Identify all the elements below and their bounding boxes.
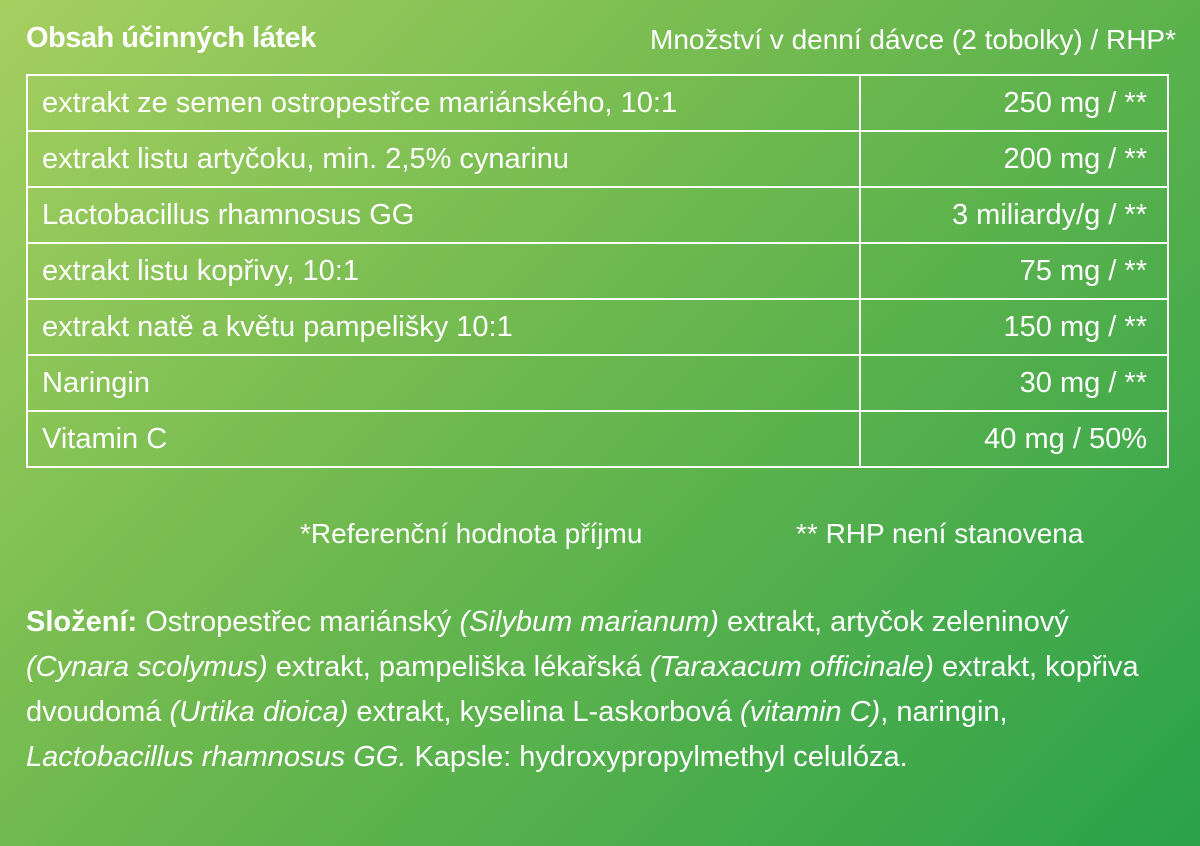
ingredient-amount: 200 mg / ** bbox=[860, 131, 1168, 187]
composition-text: extrakt, kyselina L-askorbová bbox=[348, 696, 741, 728]
composition-text: , naringin, bbox=[880, 696, 1008, 728]
table-row bbox=[27, 299, 1168, 355]
amount-column-header: Množství v denní dávce (2 tobolky) / RHP* bbox=[650, 24, 1176, 55]
table-title: Obsah účinných látek bbox=[26, 22, 316, 54]
latin-name: (Silybum marianum) bbox=[459, 606, 719, 638]
ingredient-amount: 250 mg / ** bbox=[860, 75, 1168, 131]
composition-text: extrakt, pampeliška lékařská bbox=[267, 651, 650, 683]
composition-paragraph bbox=[26, 600, 1176, 780]
table-row bbox=[27, 411, 1168, 467]
ingredient-amount: 3 miliardy/g / ** bbox=[860, 187, 1168, 243]
composition-text: extrakt, kopřiva dvoudomá bbox=[26, 651, 1139, 728]
composition-label: Složení: bbox=[26, 606, 138, 638]
footnotes bbox=[0, 518, 1200, 558]
ingredient-amount: 150 mg / ** bbox=[860, 299, 1168, 355]
table-body bbox=[27, 75, 1168, 467]
ingredient-amount: 75 mg / ** bbox=[860, 243, 1168, 299]
table-row bbox=[27, 355, 1168, 411]
ingredient-name: extrakt ze semen ostropestřce mariánského, 10:1 bbox=[27, 75, 860, 131]
table-header bbox=[26, 18, 1176, 64]
ingredient-name: extrakt listu artyčoku, min. 2,5% cynarinu bbox=[27, 131, 860, 187]
composition-text: Kapsle: hydroxypropylmethyl celulóza. bbox=[406, 741, 908, 773]
composition-text: extrakt, artyčok zeleninový bbox=[718, 606, 1069, 638]
latin-name: (Taraxacum officinale) bbox=[649, 651, 934, 683]
composition-text: Ostropestřec mariánský bbox=[145, 606, 460, 638]
latin-name: (vitamin C) bbox=[740, 696, 881, 728]
active-ingredients-table bbox=[26, 74, 1169, 468]
ingredient-name: Naringin bbox=[27, 355, 860, 411]
latin-name: (Cynara scolymus) bbox=[26, 651, 268, 683]
footnote-rhp: *Referenční hodnota příjmu bbox=[300, 518, 643, 549]
ingredient-name: Lactobacillus rhamnosus GG bbox=[27, 187, 860, 243]
ingredient-name: extrakt natě a květu pampelišky 10:1 bbox=[27, 299, 860, 355]
ingredient-name: Vitamin C bbox=[27, 411, 860, 467]
table-row bbox=[27, 243, 1168, 299]
latin-name: (Urtika dioica) bbox=[169, 696, 349, 728]
ingredient-amount: 40 mg / 50% bbox=[860, 411, 1168, 467]
ingredient-name: extrakt listu kopřivy, 10:1 bbox=[27, 243, 860, 299]
table-row bbox=[27, 131, 1168, 187]
ingredient-amount: 30 mg / ** bbox=[860, 355, 1168, 411]
footnote-rhp-not-set: ** RHP není stanovena bbox=[796, 518, 1084, 549]
latin-name: Lactobacillus rhamnosus GG. bbox=[26, 741, 407, 773]
table-row bbox=[27, 187, 1168, 243]
table-row bbox=[27, 75, 1168, 131]
